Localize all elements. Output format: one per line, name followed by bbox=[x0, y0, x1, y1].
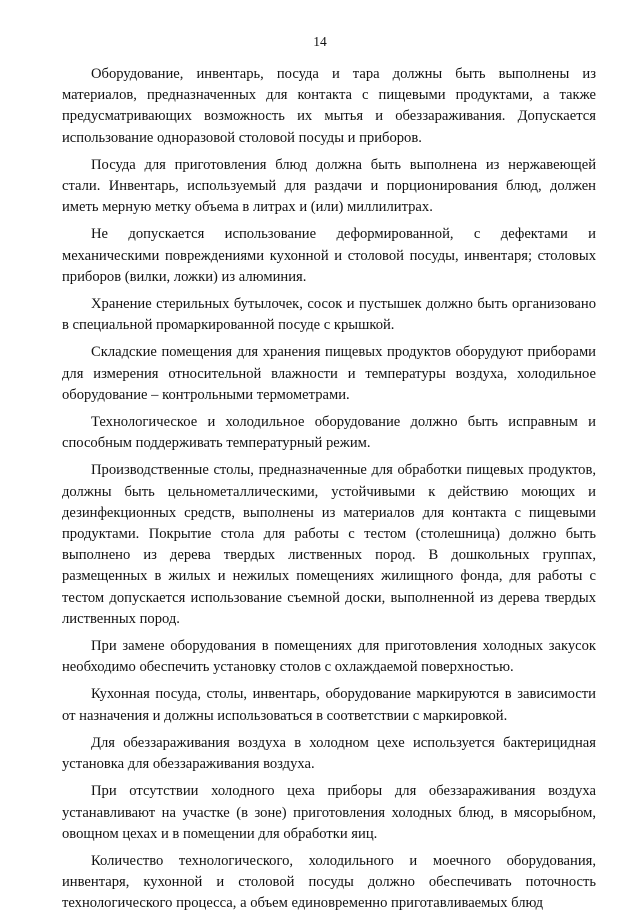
paragraph-cold-snacks: При замене оборудования в помещениях для приготовления холодных закусок необходимо обеспечить установку столов с охлаждаемой поверхностью. bbox=[62, 638, 596, 676]
paragraph-equipment-materials: Оборудование, инвентарь, посуда и тара должны быть выполнены из материалов, предназначенных для контакта с пищевыми продуктами, а также предусматривающих возможность их мытья и обеззараживания. Допускается использование одноразовой столовой посуды и приборов. bbox=[62, 66, 596, 146]
paragraph-cookware-steel: Посуда для приготовления блюд должна быть выполнена из нержавеющей стали. Инвентарь, используемый для раздачи и порционирования блюд, должен иметь мерную метку объема в литрах и (или) миллилитрах. bbox=[62, 156, 596, 216]
paragraph-production-tables: Производственные столы, предназначенные для обработки пищевых продуктов, должны быть цельнометаллическими, устойчивыми к действию моющих и дезинфекционных средств, выполнены из материалов для контакта с пищевыми продуктами. Покрытие стола для работы с тестом (столешница) должно быть выполнено из дерева твердых лиственных пород. В дошкольных группах, размещенных в жилых и нежилых помещениях жилищного фонда, для работы с тестом допускается использование съемной доски, выполненной из дерева твердых лиственных пород. bbox=[62, 462, 596, 627]
paragraph-air-disinfection: Для обеззараживания воздуха в холодном цехе используется бактерицидная установка для обеззараживания воздуха. bbox=[62, 734, 596, 773]
paragraph-damaged-dishes: Не допускается использование деформированной, с дефектами и механическими повреждениями кухонной и столовой посуды, инвентаря; столовых приборов (вилки, ложки) из алюминия. bbox=[62, 226, 596, 285]
paragraph-storage-rooms: Складские помещения для хранения пищевых продуктов оборудуют приборами для измерения относительной влажности и температуры воздуха, холодильное оборудование – контрольными термометрами. bbox=[62, 344, 596, 403]
page-number: 14 bbox=[313, 34, 327, 49]
paragraph-equipment-condition: Технологическое и холодильное оборудование должно быть исправным и способным поддерживать температурный режим. bbox=[62, 414, 596, 452]
paragraph-marking: Кухонная посуда, столы, инвентарь, оборудование маркируются в зависимости от назначения и должны использоваться в соответствии с маркировкой. bbox=[62, 686, 596, 724]
paragraph-no-cold-shop: При отсутствии холодного цеха приборы для обеззараживания воздуха устанавливают на участке (в зоне) приготовления холодных блюд, в мясорыбном, овощном цехах и в помещении для обработки яиц. bbox=[62, 783, 596, 842]
document-body bbox=[62, 64, 596, 921]
paragraph-sterile-bottles: Хранение стерильных бутылочек, сосок и пустышек должно быть организовано в специальной промаркированной посуде с крышкой. bbox=[62, 296, 596, 334]
paragraph-equipment-quantity: Количество технологического, холодильного и моечного оборудования, инвентаря, кухонной и столовой посуды должно обеспечивать поточность технологического процесса, а объем единовременно приготавливаемых блюд bbox=[62, 852, 596, 912]
